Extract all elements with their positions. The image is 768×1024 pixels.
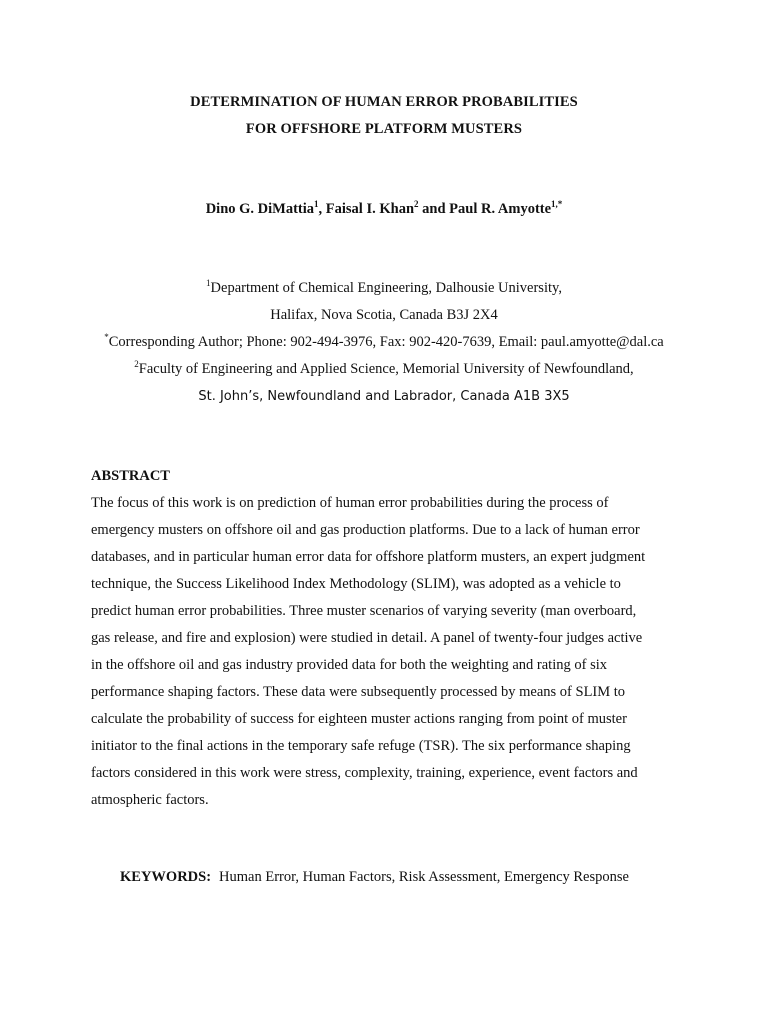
affiliation-text: Department of Chemical Engineering, Dalhousie University, — [210, 280, 562, 296]
abstract-line: predict human error probabilities. Three muster scenarios of varying severity (man overboard, — [91, 603, 637, 619]
keywords-line — [120, 869, 629, 886]
corresponding-mark: * — [104, 332, 109, 343]
affiliation-mark: 1 — [206, 278, 211, 289]
abstract-line: gas release, and fire and explosion) were studied in detail. A panel of twenty-four judges active — [91, 630, 643, 646]
author-name: Faisal I. Khan — [325, 201, 415, 217]
author-affiliation-mark: 1 — [314, 199, 319, 210]
abstract-line: The focus of this work is on prediction of human error probabilities during the process of — [91, 495, 609, 511]
author-separator: , — [318, 201, 326, 217]
author-list — [0, 201, 768, 218]
paper-title-line-2: FOR OFFSHORE PLATFORM MUSTERS — [245, 121, 523, 137]
abstract-heading: ABSTRACT — [91, 468, 170, 484]
abstract-line: performance shaping factors. These data were subsequently processed by means of SLIM to — [91, 684, 626, 700]
author-affiliation-mark: 2 — [414, 199, 419, 210]
affiliation-1-line-1 — [0, 280, 768, 297]
keywords-text: Human Error, Human Factors, Risk Assessment, Emergency Response — [219, 869, 629, 885]
abstract-line: initiator to the final actions in the temporary safe refuge (TSR). The six performance shaping — [91, 738, 631, 754]
author-affiliation-mark: 1,* — [551, 199, 563, 210]
abstract-line: calculate the probability of success for eighteen muster actions ranging from point of muster — [91, 711, 627, 727]
corresponding-author-text: Corresponding Author; Phone: 902-494-3976, Fax: 902-420-7639, Email: paul.amyotte@dal.ca — [108, 334, 664, 350]
affiliation-text: Faculty of Engineering and Applied Science, Memorial University of Newfoundland, — [138, 361, 634, 377]
affiliation-2-line-2: St. John’s, Newfoundland and Labrador, Canada A1B 3X5 — [198, 389, 570, 404]
author-name: Paul R. Amyotte — [449, 201, 552, 217]
abstract-line: databases, and in particular human error data for offshore platform musters, an expert judgment — [91, 549, 646, 565]
paper-title-line-1: DETERMINATION OF HUMAN ERROR PROBABILITIES — [190, 94, 578, 110]
abstract-line: factors considered in this work were stress, complexity, training, experience, event factors and — [91, 765, 638, 781]
abstract-line: atmospheric factors. — [91, 792, 209, 808]
abstract-line: technique, the Success Likelihood Index Methodology (SLIM), was adopted as a vehicle to — [91, 576, 621, 592]
abstract-body — [91, 490, 691, 814]
affiliation-1-line-2: Halifax, Nova Scotia, Canada B3J 2X4 — [270, 307, 498, 323]
affiliation-mark: 2 — [134, 359, 139, 370]
affiliation-2-line-1 — [0, 361, 768, 378]
corresponding-author-line — [0, 334, 768, 351]
abstract-line: emergency musters on offshore oil and gas production platforms. Due to a lack of human error — [91, 522, 640, 538]
abstract-line: in the offshore oil and gas industry provided data for both the weighting and rating of six — [91, 657, 607, 673]
keywords-label: KEYWORDS: — [120, 869, 212, 885]
author-separator: and — [418, 201, 450, 217]
author-name: Dino G. DiMattia — [205, 201, 315, 217]
